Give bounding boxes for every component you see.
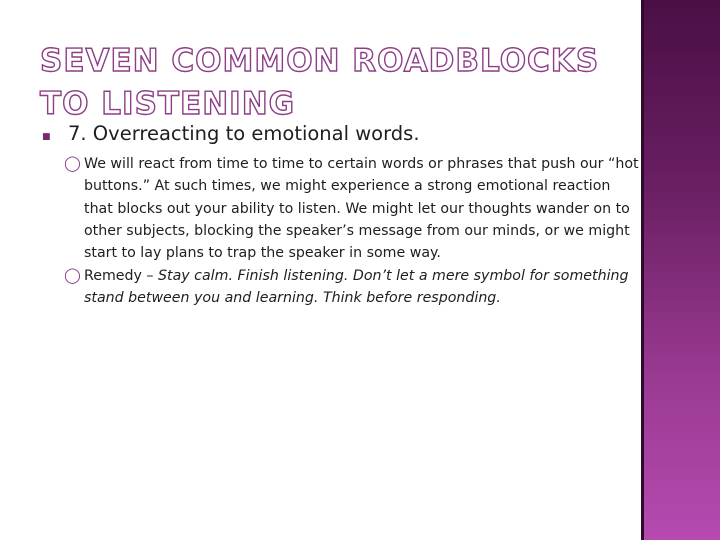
- dot-bullet-icon: ■: [42, 132, 51, 142]
- ring-bullet-icon: ◯: [64, 154, 81, 172]
- slide-title: SEVEN COMMON ROADBLOCKS TO LISTENING: [40, 43, 600, 122]
- sub-point-remedy: [84, 265, 640, 310]
- ring-bullet-icon: ◯: [64, 266, 81, 284]
- level1-point: 7. Overreacting to emotional words.: [68, 122, 420, 145]
- remedy-label: Remedy –: [84, 268, 159, 284]
- remedy-text: Stay calm. Finish listening. Don’t let a mere symbol for something stand between you and learning. Think before responding.: [84, 268, 629, 307]
- sub-point-explanation: We will react from time to time to certain words or phrases that push our “hot buttons.” At such times, we might experience a strong emotional reaction that blocks out your ability to listen. We might let our thoughts wander on to other subjects, blocking the speaker’s message from our minds, or we might start to lay plans to trap the speaker in some way.: [84, 156, 639, 262]
